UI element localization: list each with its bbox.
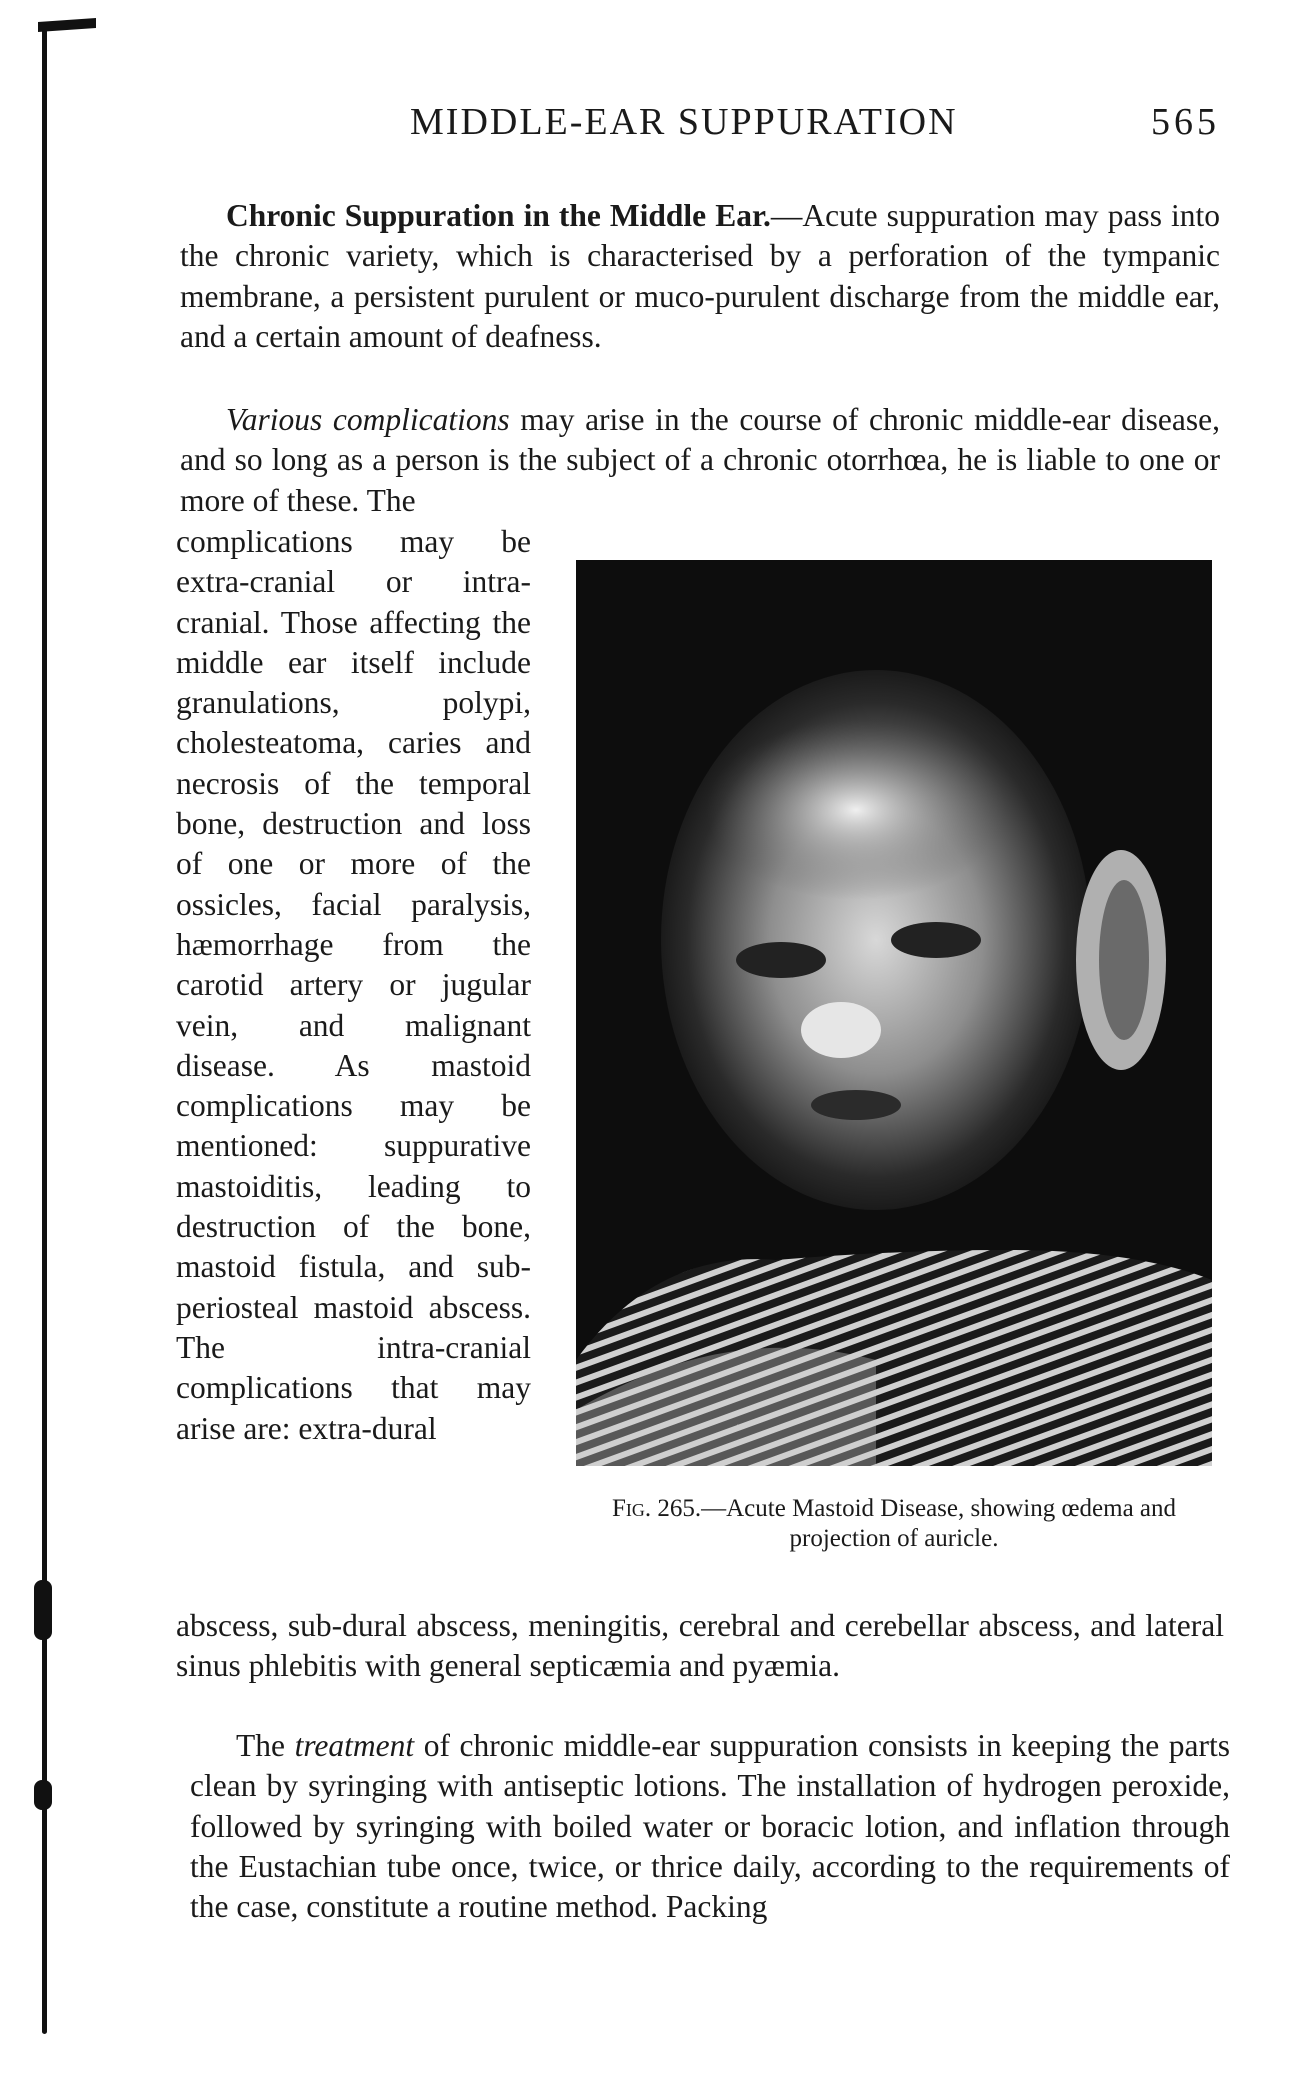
emphasis-treatment: treatment <box>294 1728 415 1763</box>
figure-caption <box>576 1494 1212 1554</box>
wrapped-text-column <box>176 522 531 1449</box>
figure-label: Fig. 265. <box>611 1495 702 1522</box>
paragraph-text: of chronic middle-ear suppuration consists in keeping the parts clean by syringing with antiseptic lotions. The installation of hydrogen peroxide, followed by syringing with boiled water or boracic lotion, and inflation through the Eustachian tube once, twice, or thrice daily, according to the requirements of the case, constitute a routine method. Packing <box>190 1728 1231 1925</box>
paragraph-text: —Acute suppuration may pass into the chronic variety, which is characterised by a perforation of the tympanic membrane, a persistent purulent or muco-purulent discharge from the middle ear, and a certain amount of deafness. <box>180 198 1220 354</box>
wrapped-paragraph-text: complications may be extra-cranial or intra-cranial. Those affecting the middle ear itself include granulations, polypi, cholesteatoma, caries and necrosis of the temporal bone, destruction and loss of one or more of the ossicles, facial paralysis, hæmorrhage from the carotid artery or jugular vein, and malignant disease. As mastoid complications may be mentioned: suppurative mastoiditis, leading to destruction of the bone, mastoid fistula, and sub-periosteal mastoid abscess. The intra-cranial complications that may arise are: extra-dural <box>176 524 531 1446</box>
page-number: 565 <box>1151 101 1220 143</box>
figure-photograph <box>576 560 1212 1466</box>
paragraph-treatment <box>190 1726 1230 1927</box>
section-heading: Chronic Suppuration in the Middle Ear. <box>226 198 771 233</box>
paragraph-text: may arise in the course of chronic middle-ear disease, and so long as a person is the subject of a chronic otorrhœa, he is liable to one or more of these. The <box>180 402 1220 518</box>
paragraph-lead: The <box>236 1728 295 1763</box>
paragraph-text: abscess, sub-dural abscess, meningitis, cerebral and cerebellar abscess, and lateral sinus phlebitis with general septicæmia and pyæmia. <box>176 1608 1224 1684</box>
caption-text: —Acute Mastoid Disease, showing œdema and projection of auricle. <box>701 1495 1177 1552</box>
running-header <box>180 100 1220 156</box>
emphasis-various-complications: Various complications <box>226 402 510 437</box>
running-title: MIDDLE-EAR SUPPURATION <box>410 101 958 143</box>
binding-margin-line <box>38 20 48 2040</box>
paragraph-complications <box>180 400 1220 521</box>
paragraph-chronic-suppuration <box>180 196 1220 357</box>
paragraph-intracranial-continued <box>176 1606 1224 1687</box>
child-portrait-image <box>576 560 1212 1466</box>
